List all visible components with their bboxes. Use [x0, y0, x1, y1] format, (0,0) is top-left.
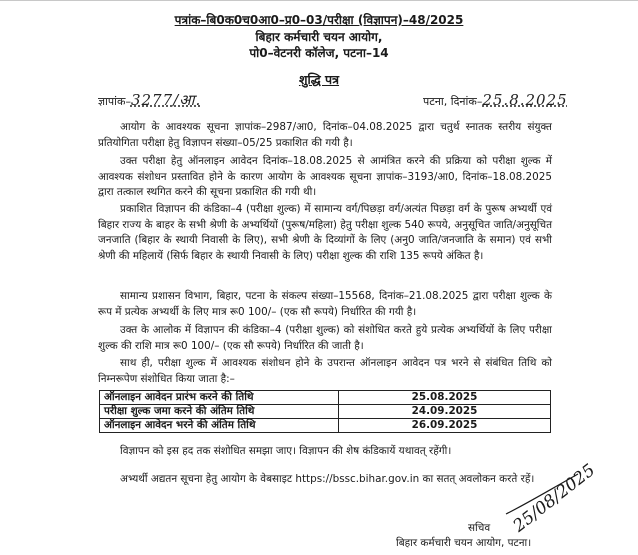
- memo-label: ज्ञापांक–: [98, 95, 131, 108]
- memo-date-label: पटना, दिनांक–: [423, 95, 483, 108]
- paragraph-3: प्रकाशित विज्ञापन की कंडिका–4 (परीक्षा शुल्क) में सामान्य वर्ग/पिछड़ा वर्ग/अत्यंत पिछड़ा वर्ग के पुरूष अभ्यर्थी एवं बिहार राज्य के बाहर के सभी श्रेणी के अभ्यर्थियों (पुरूष/महिला) हेतु परीक्षा शुल्क 540 रूपये, अनुसूचित जाति/अनुसूचित जनजाति (बिहार के स्थायी निवासी के लिए), सभी श्रेणी के दिव्यांगों के लिए (अनु0 जाति/जनजाति के समान) एवं सभी श्रेणी की महिलायें (सिर्फ बिहार के स्थायी निवासी के लिए) परीक्षा शुल्क की राशि 135 रूपये अंकित है।: [98, 203, 552, 262]
- reference-number: पत्रांक–बि0क0च0आ0–प्र0–03/परीक्षा (विज्ञापन)–48/2025: [174, 13, 464, 27]
- table-row: [100, 405, 551, 419]
- organization-address: पो0–वेटनरी कॉलेज, पटना–14: [249, 46, 389, 60]
- memo-date-line: [423, 92, 568, 110]
- organization-name: बिहार कर्मचारी चयन आयोग,: [255, 30, 383, 44]
- paragraph-2: उक्त परीक्षा हेतु ऑनलाइन आवेदन दिनांक–18.08.2025 से आमंत्रित करने की प्रक्रिया को परीक्षा शुल्क में आवश्यक संशोधन प्रस्तावित होने के कारण आयोग के आवश्यक सूचना ज्ञापांक–3193/आ0, दिनांक–18.08.2025 द्वारा तत्काल स्थगित करने की सूचना प्रकाशित की गयी थी।: [98, 155, 552, 198]
- signatory-designation: सचिव: [468, 522, 491, 534]
- paragraph-5: उक्त के आलोक में विज्ञापन की कंडिका–4 (परीक्षा शुल्क) को संशोधित करते हुये प्रत्येक अभ्यर्थियों के लिए परीक्षा शुल्क की राशि मात्र रू0 100/– (एक सौ रूपये) निर्धारित की जाती है।: [98, 324, 552, 352]
- date-value-cell: 24.09.2025: [339, 405, 551, 419]
- paragraph-4: सामान्य प्रशासन विभाग, बिहार, पटना के संकल्प संख्या–15568, दिनांक–21.08.2025 द्वारा परीक्षा शुल्क के रूप में प्रत्येक अभ्यर्थी के लिए मात्र रू0 100/– (एक सौ रूपये) निर्धारित की गयी है।: [98, 290, 552, 318]
- date-value-cell: 26.09.2025: [339, 419, 551, 433]
- paragraph-1: आयोग के आवश्यक सूचना ज्ञापांक–2987/आ0, दिनांक–04.08.2025 द्वारा चतुर्थ स्नातक स्तरीय संयुक्त प्रतियोगिता परीक्षा हेतु विज्ञापन संख्या–05/25 प्रकाशित की गयी है।: [98, 121, 552, 149]
- closing-paragraph-1: विज्ञापन को इस हद तक संशोधित समझा जाए। विज्ञापन की शेष कंडिकायें यथावत् रहेंगी।: [120, 445, 452, 457]
- signature-handwritten: 25/08/2025: [509, 460, 600, 537]
- document-title: शुद्धि पत्र: [298, 72, 340, 87]
- page-top-border: [0, 0, 638, 1]
- signature-image: [496, 460, 600, 537]
- memo-number-line: [98, 92, 201, 110]
- dates-table: [99, 390, 551, 433]
- memo-date-handwritten: 25.8.2025: [482, 91, 568, 109]
- date-label-cell: परीक्षा शुल्क जमा करने की अंतिम तिथि: [100, 405, 339, 419]
- memo-number-handwritten: 3277/आ.: [130, 91, 202, 109]
- date-label-cell: ऑनलाइन आवेदन भरने की अंतिम तिथि: [100, 419, 339, 433]
- signatory-organization: बिहार कर्मचारी चयन आयोग, पटना।: [396, 537, 532, 549]
- date-label-cell: ऑनलाइन आवेदन प्रारंभ करने की तिथि: [100, 391, 339, 405]
- closing-paragraph-2: अभ्यर्थी अद्यतन सूचना हेतु आयोग के वेबसाइट https://bssc.bihar.gov.in का सतत् अवलोकन करते रहें।: [120, 473, 535, 485]
- date-value-cell: 25.08.2025: [339, 391, 551, 405]
- table-row: [100, 419, 551, 433]
- paragraph-6: साथ ही, परीक्षा शुल्क में आवश्यक संशोधन होने के उपरान्त ऑनलाइन आवेदन पत्र भरने से संबंधित तिथि को निम्नरूपेण संशोधित किया जाता है:–: [98, 357, 552, 385]
- table-row: [100, 391, 551, 405]
